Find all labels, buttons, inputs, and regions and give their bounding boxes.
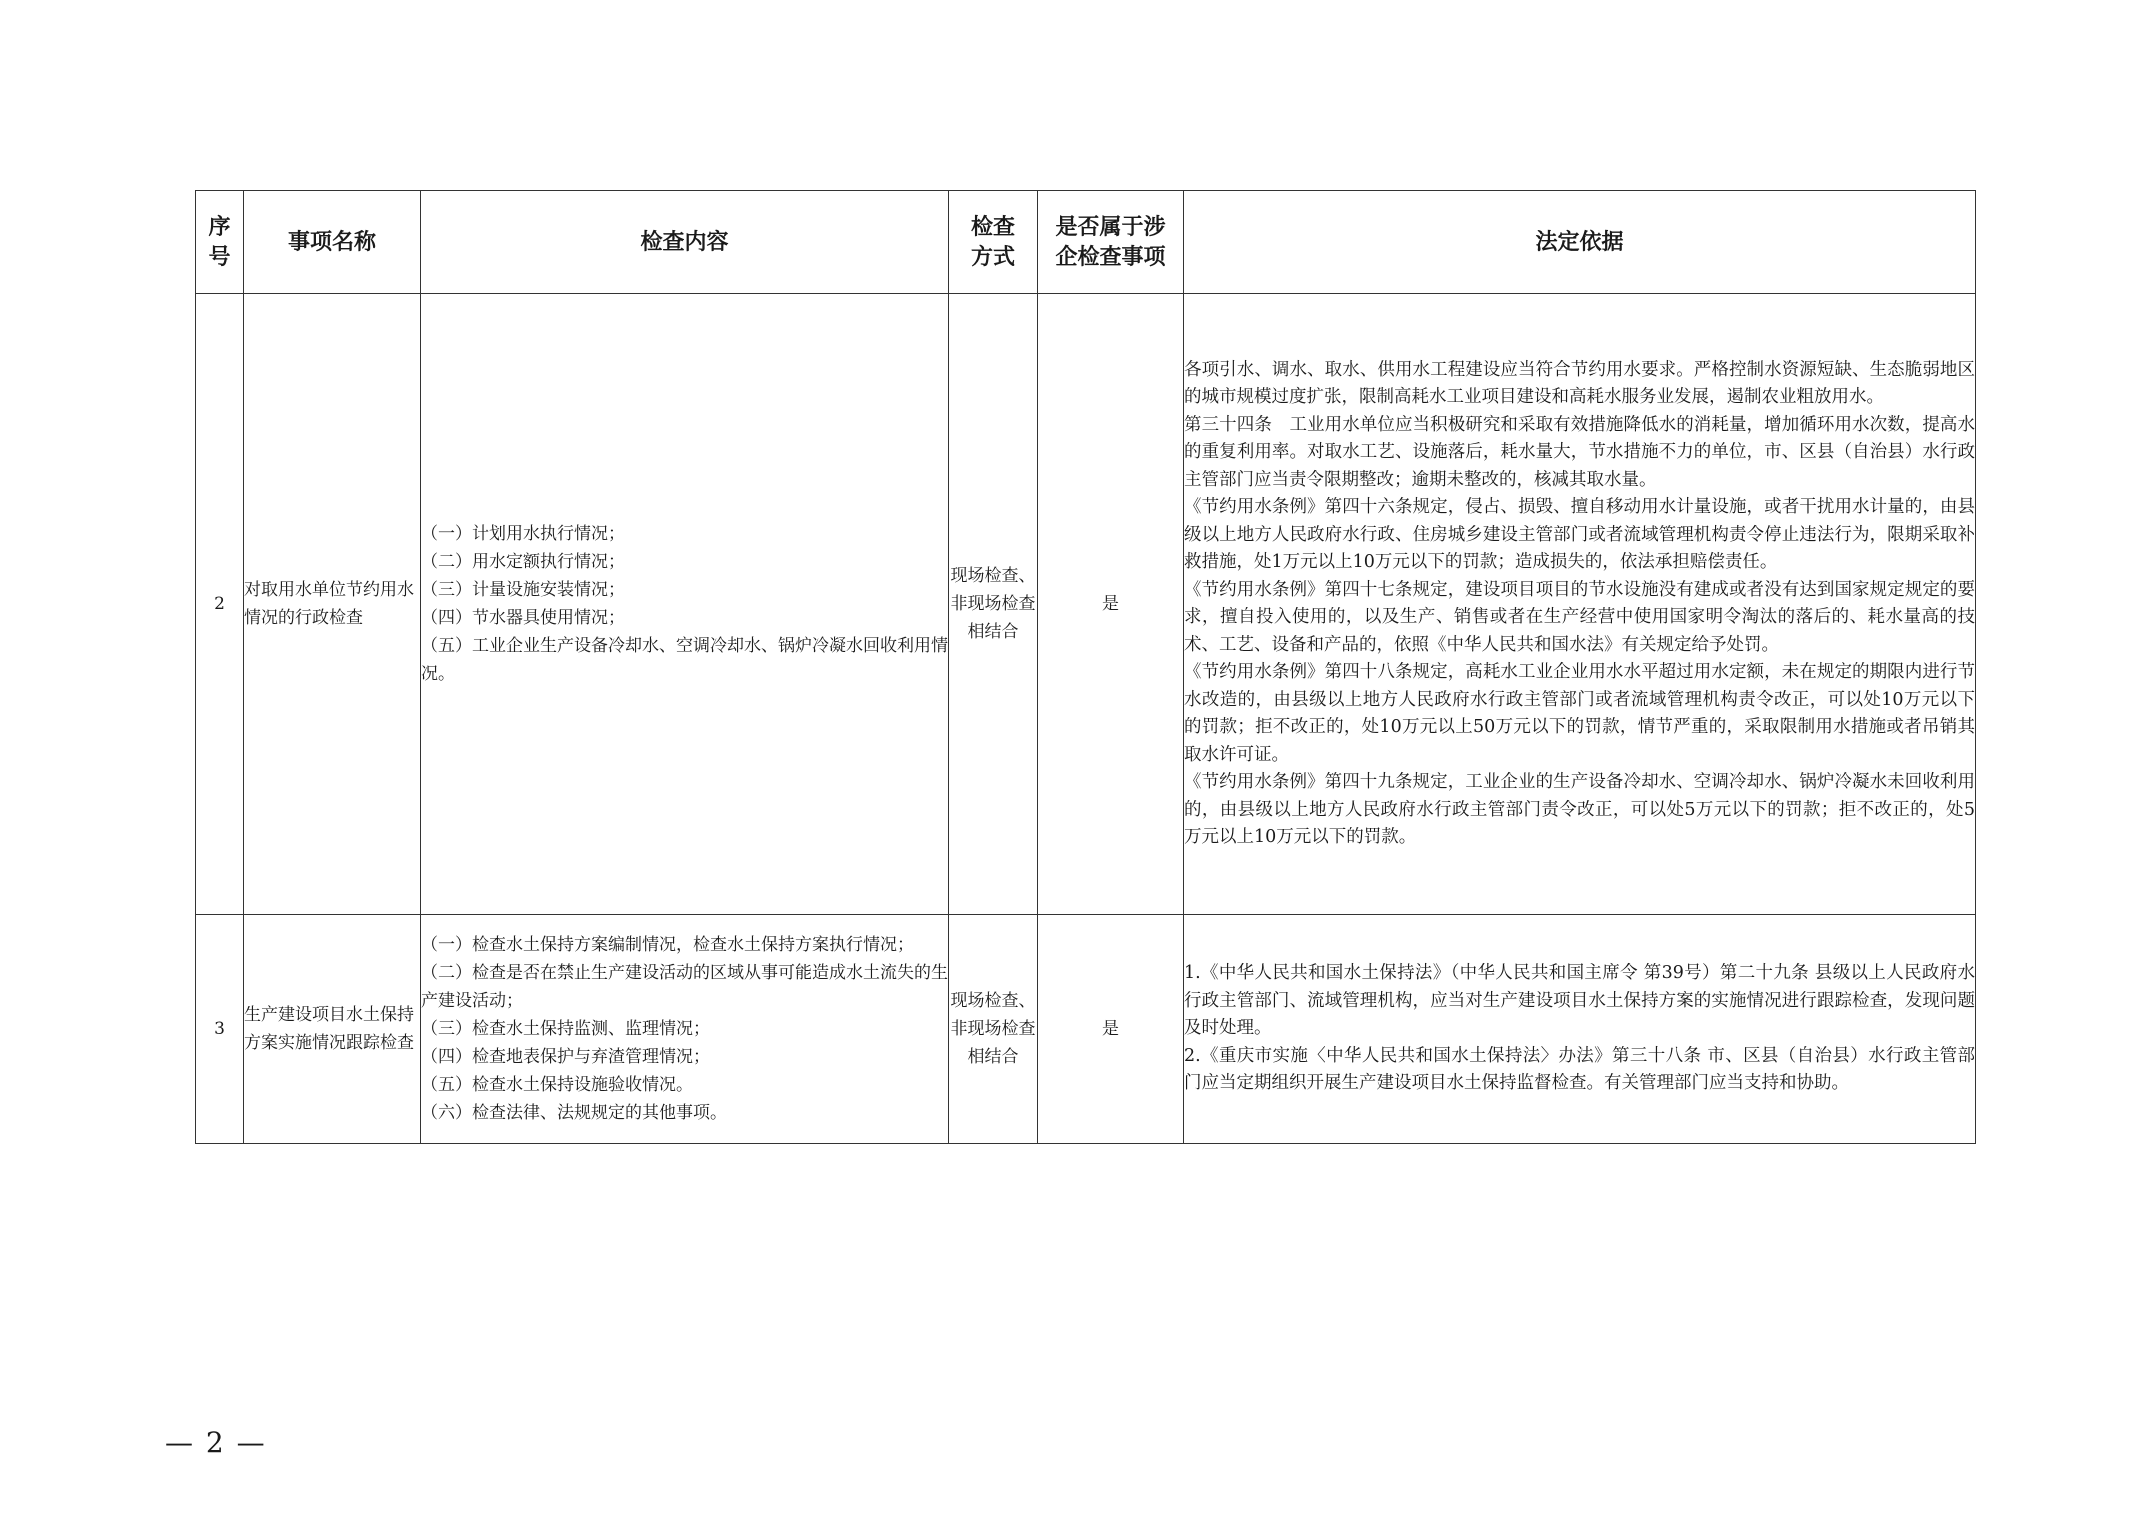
basis-paragraph: 第三十四条 工业用水单位应当积极研究和采取有效措施降低水的消耗量，增加循环用水次数，提高水的重复利用率。对取水工艺、设施落后，耗水量大，节水措施不力的单位，市、区县（自治县）水行政主管部门应当责令限期整改；逾期未整改的，核减其取水量。 (1184, 414, 1975, 490)
basis-paragraph: 各项引水、调水、取水、供用水工程建设应当符合节约用水要求。严格控制水资源短缺、生态脆弱地区的城市规模过度扩张，限制高耗水工业项目建设和高耗水服务业发展，遏制农业粗放用水。 (1184, 359, 1975, 407)
row-method: 现场检查、非现场检查相结合 (949, 915, 1038, 1144)
basis-paragraph: 《节约用水条例》第四十七条规定，建设项目项目的节水设施没有建成或者没有达到国家规定规定的要求，擅自投入使用的，以及生产、销售或者在生产经营中使用国家明令淘汰的落后的、耗水量高的技术、工艺、设备和产品的，依照《中华人民共和国水法》有关规定给予处罚。 (1184, 579, 1975, 655)
row-enterprise: 是 (1038, 915, 1184, 1144)
row-seq: 3 (196, 915, 244, 1144)
basis-paragraph: 《节约用水条例》第四十八条规定，高耗水工业企业用水水平超过用水定额，未在规定的期限内进行节水改造的，由县级以上地方人民政府水行政主管部门或者流域管理机构责令改正，可以处10万元以下的罚款；拒不改正的，处10万元以上50万元以下的罚款，情节严重的，采取限制用水措施或者吊销其取水许可证。 (1184, 662, 1975, 765)
content-item: （一）计划用水执行情况； (421, 524, 625, 544)
header-basis: 法定依据 (1184, 191, 1976, 294)
table-row (196, 915, 1976, 1144)
header-seq: 序 号 (196, 191, 244, 294)
row-seq: 2 (196, 294, 244, 915)
content-item: （二）检查是否在禁止生产建设活动的区域从事可能造成水土流失的生产建设活动； (421, 963, 948, 1011)
row-basis (1184, 915, 1976, 1144)
row-basis (1184, 294, 1976, 915)
row-content (421, 915, 949, 1144)
row-name: 生产建设项目水土保持方案实施情况跟踪检查 (244, 915, 421, 1144)
basis-paragraph: 《节约用水条例》第四十九条规定，工业企业的生产设备冷却水、空调冷却水、锅炉冷凝水未回收利用的，由县级以上地方人民政府水行政主管部门责令改正，可以处5万元以下的罚款；拒不改正的，处5万元以上10万元以下的罚款。 (1184, 772, 1975, 847)
basis-paragraph: 1.《中华人民共和国水土保持法》（中华人民共和国主席令 第39号）第二十九条 县级以上人民政府水行政主管部门、流域管理机构，应当对生产建设项目水土保持方案的实施情况进行跟踪检查，发现问题及时处理。 (1184, 963, 1975, 1039)
inspection-items-table (195, 190, 1976, 1144)
basis-paragraph: 《节约用水条例》第四十六条规定，侵占、损毁、擅自移动用水计量设施，或者干扰用水计量的，由县级以上地方人民政府水行政、住房城乡建设主管部门或者流域管理机构责令停止违法行为，限期采取补救措施，处1万元以上10万元以下的罚款；造成损失的，依法承担赔偿责任。 (1184, 497, 1975, 572)
content-item: （五）检查水土保持设施验收情况。 (421, 1075, 693, 1095)
header-enterprise: 是否属于涉 企检查事项 (1038, 191, 1184, 294)
row-enterprise: 是 (1038, 294, 1184, 915)
table-header-row (196, 191, 1976, 294)
content-item: （二）用水定额执行情况； (421, 552, 625, 572)
page-number: — 2 — (165, 1426, 267, 1459)
content-item: （一）检查水土保持方案编制情况，检查水土保持方案执行情况； (421, 935, 914, 955)
content-item: （三）计量设施安装情况； (421, 580, 625, 600)
header-method: 检查 方式 (949, 191, 1038, 294)
content-item: （三）检查水土保持监测、监理情况； (421, 1019, 710, 1039)
content-item: （四）节水器具使用情况； (421, 608, 625, 628)
row-method: 现场检查、非现场检查相结合 (949, 294, 1038, 915)
header-content: 检查内容 (421, 191, 949, 294)
table-row (196, 294, 1976, 915)
content-item: （六）检查法律、法规规定的其他事项。 (421, 1103, 727, 1123)
content-item: （四）检查地表保护与弃渣管理情况； (421, 1047, 710, 1067)
row-name: 对取用水单位节约用水情况的行政检查 (244, 294, 421, 915)
row-content (421, 294, 949, 915)
header-name: 事项名称 (244, 191, 421, 294)
basis-paragraph: 2.《重庆市实施〈中华人民共和国水土保持法〉办法》第三十八条 市、区县（自治县）水行政主管部门应当定期组织开展生产建设项目水土保持监督检查。有关管理部门应当支持和协助。 (1184, 1045, 1975, 1094)
content-item: （五）工业企业生产设备冷却水、空调冷却水、锅炉冷凝水回收利用情况。 (421, 636, 948, 684)
